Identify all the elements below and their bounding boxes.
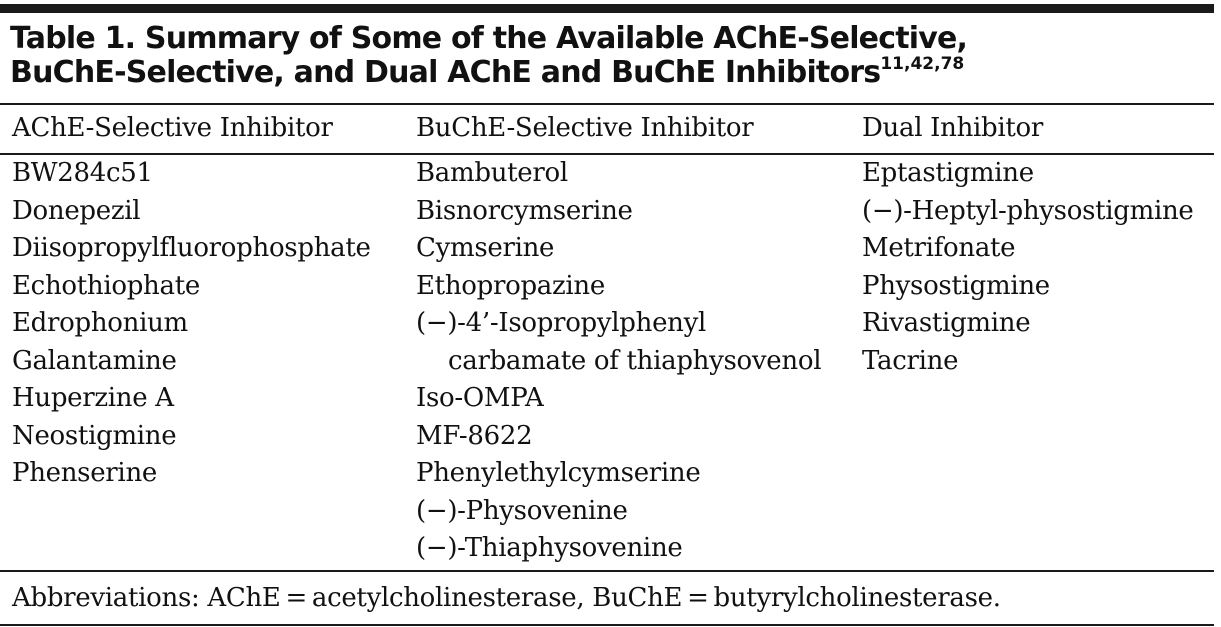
table-title	[10, 22, 1210, 90]
column-header-ache: AChE-Selective Inhibitor	[12, 113, 333, 143]
table-cell: Physostigmine	[862, 270, 1050, 301]
table-cell: Galantamine	[12, 345, 177, 376]
table-cell: Diisopropylfluorophosphate	[12, 233, 371, 263]
table-title-line-2	[10, 56, 1210, 90]
column-ache	[12, 155, 371, 493]
table-cell: Cymserine	[416, 233, 555, 263]
table-title-references: 11,42,78	[880, 54, 965, 74]
table-cell: BW284c51	[12, 158, 153, 188]
footnote-bottom-rule	[0, 624, 1214, 626]
table-cell: Donepezil	[12, 195, 141, 226]
table-cell: Phenylethylcymserine	[416, 458, 701, 488]
table-cell: MF-8622	[416, 420, 533, 451]
table-cell: Bisnorcymserine	[416, 195, 633, 226]
table-cell: Metrifonate	[862, 233, 1016, 263]
table-cell: Ethopropazine	[416, 270, 605, 301]
column-header-dual: Dual Inhibitor	[862, 113, 1044, 143]
table-cell: Echothiophate	[12, 270, 200, 301]
table-cell: Rivastigmine	[862, 308, 1031, 338]
table-cell: Neostigmine	[12, 420, 177, 451]
table-cell: (−)-Heptyl-physostigmine	[862, 195, 1194, 226]
table-cell: Tacrine	[862, 345, 959, 376]
table-cell: (−)-4’-Isopropylphenyl	[416, 308, 707, 338]
table-cell: Bambuterol	[416, 158, 568, 188]
table-cell: Huperzine A	[12, 383, 174, 413]
column-header-buche: BuChE-Selective Inhibitor	[416, 113, 754, 143]
body-bottom-rule	[0, 570, 1214, 572]
header-top-rule	[0, 103, 1214, 105]
column-dual	[862, 155, 1194, 380]
table-cell: (−)-Physovenine	[416, 495, 628, 526]
table-footnote: Abbreviations: AChE = acetylcholinesterase, BuChE = butyrylcholinesterase.	[12, 583, 1001, 613]
table-title-line-1: Table 1. Summary of Some of the Available AChE-Selective,	[10, 21, 968, 56]
column-buche	[416, 155, 821, 568]
table-title-line-2-text: BuChE-Selective, and Dual AChE and BuChE Inhibitors	[10, 55, 881, 90]
table-cell: Phenserine	[12, 458, 157, 488]
top-thick-rule	[0, 4, 1214, 13]
table-cell-continuation: carbamate of thiaphysovenol	[448, 345, 822, 376]
table-cell: (−)-Thiaphysovenine	[416, 533, 683, 563]
table-cell: Edrophonium	[12, 308, 188, 338]
table-cell: Eptastigmine	[862, 158, 1034, 188]
table-cell: Iso-OMPA	[416, 383, 544, 413]
